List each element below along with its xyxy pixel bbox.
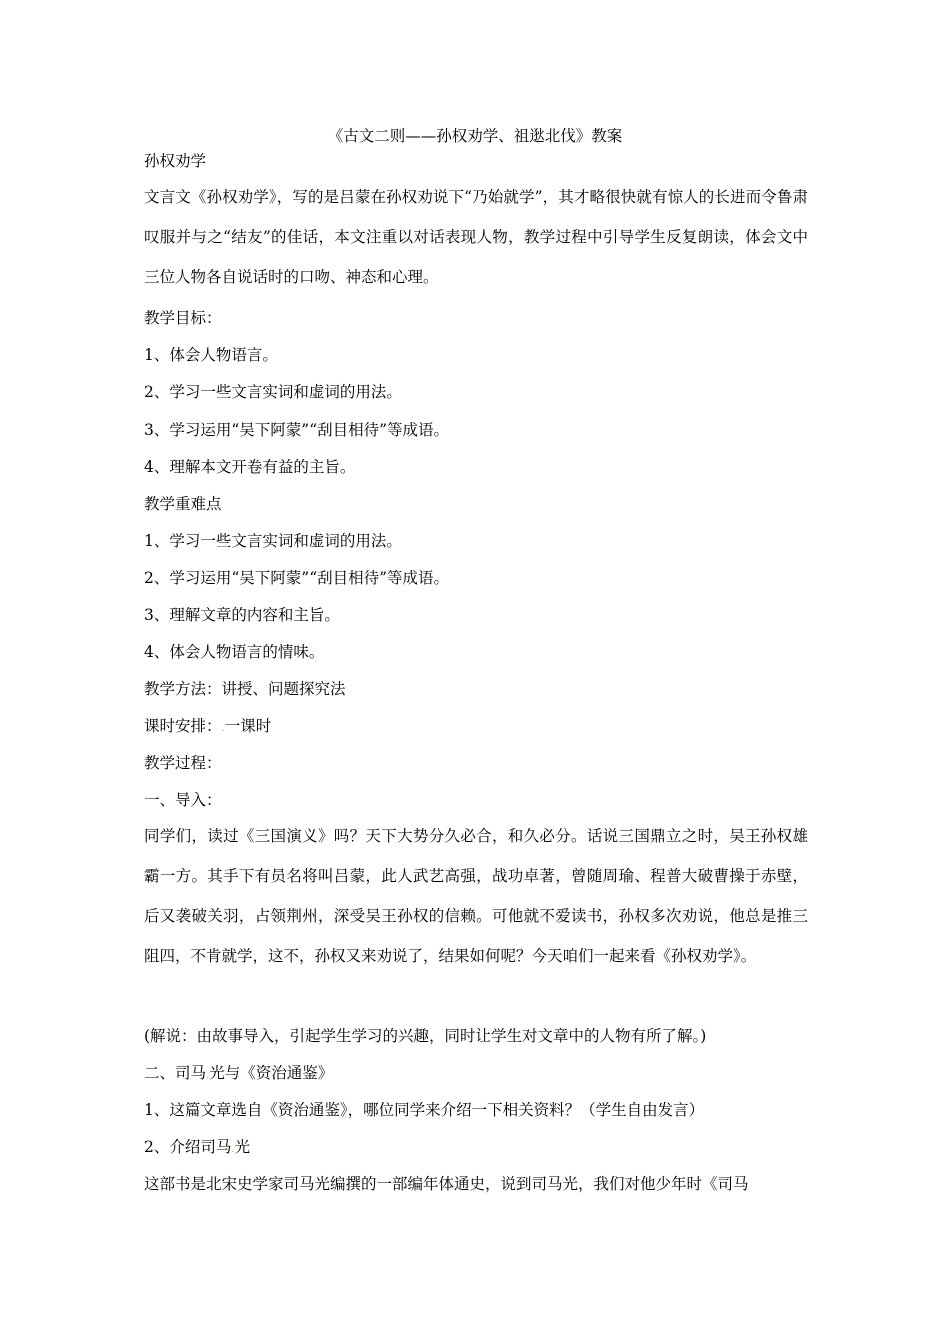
goal-item: 1、体会人物语言。 bbox=[144, 346, 278, 364]
schedule-value: 一课时 bbox=[224, 717, 272, 735]
key-point-item: 2、学习运用“吴下阿蒙”“刮目相待”等成语。 bbox=[144, 569, 450, 587]
section-item-part: 光 bbox=[234, 1138, 251, 1156]
section-heading: 一、导入： bbox=[144, 791, 222, 809]
document-title: 《古文二则——孙权劝学、祖逖北伐》教案 bbox=[327, 127, 623, 145]
section-item: 1、这篇文章选自《资治通鉴》，哪位同学来介绍一下相关资料？（学生自由发言） bbox=[144, 1101, 705, 1119]
intro-paragraph: 文言文《孙权劝学》，写的是吕蒙在孙权劝说下“乃始就学”，其才略很快就有惊人的长进而令鲁肃叹服并与之“结友”的佳话，本文注重以对话表现人物，教学过程中引导学生反复朗读，体会文中三位人物各自说话时的口吻、神态和心理。 bbox=[144, 188, 808, 286]
teaching-method: 教学方法：讲授、问题探究法 bbox=[144, 680, 346, 698]
process-heading: 教学过程： bbox=[144, 754, 222, 772]
schedule-label: 课时安排： bbox=[144, 717, 222, 735]
annotation-mark: . bbox=[221, 723, 225, 734]
goals-heading: 教学目标： bbox=[144, 309, 222, 327]
goal-item: 4、理解本文开卷有益的主旨。 bbox=[144, 458, 356, 476]
key-point-item: 3、理解文章的内容和主旨。 bbox=[144, 606, 340, 624]
section-paragraph: 同学们，读过《三国演义》吗？天下大势分久必合，和久必分。话说三国鼎立之时，吴王孙权雄霸一方。其手下有员名将叫吕蒙，此人武艺高强，战功卓著，曾随周瑜、程普大破曹操于赤壁，后又袭破关羽，占领荆州，深受吴王孙权的信赖。可他就不爱读书，孙权多次劝说，他总是推三阻四，不肯就学，这不，孙权又来劝说了，结果如何呢？今天咱们一起来看《孙权劝学》。 bbox=[144, 827, 808, 965]
section-heading bbox=[144, 1061, 333, 1088]
key-point-item: 4、体会人物语言的情味。 bbox=[144, 643, 325, 661]
class-schedule bbox=[144, 714, 271, 741]
section-heading-part: 二、司马 bbox=[144, 1064, 207, 1082]
key-point-item: 1、学习一些文言实词和虚词的用法。 bbox=[144, 532, 402, 550]
annotation-mark: . bbox=[206, 1070, 210, 1081]
section-item-part: 2、介绍司马 bbox=[144, 1138, 232, 1156]
annotation-mark: . bbox=[231, 1144, 235, 1155]
goal-item: 2、学习一些文言实词和虚词的用法。 bbox=[144, 383, 402, 401]
section-item bbox=[144, 1135, 250, 1162]
key-points-heading: 教学重难点 bbox=[144, 495, 222, 513]
section-heading-part: 光与《资治通鉴》 bbox=[209, 1064, 334, 1082]
lesson-subtitle: 孙权劝学 bbox=[144, 152, 207, 170]
section-paragraph: 这部书是北宋史学家司马光编撰的一部编年体通史，说到司马光，我们对他少年时《司马 bbox=[144, 1175, 749, 1193]
section-note: (解说：由故事导入，引起学生学习的兴趣，同时让学生对文章中的人物有所了解。) bbox=[144, 1027, 707, 1045]
goal-item: 3、学习运用“吴下阿蒙”“刮目相待”等成语。 bbox=[144, 421, 450, 439]
